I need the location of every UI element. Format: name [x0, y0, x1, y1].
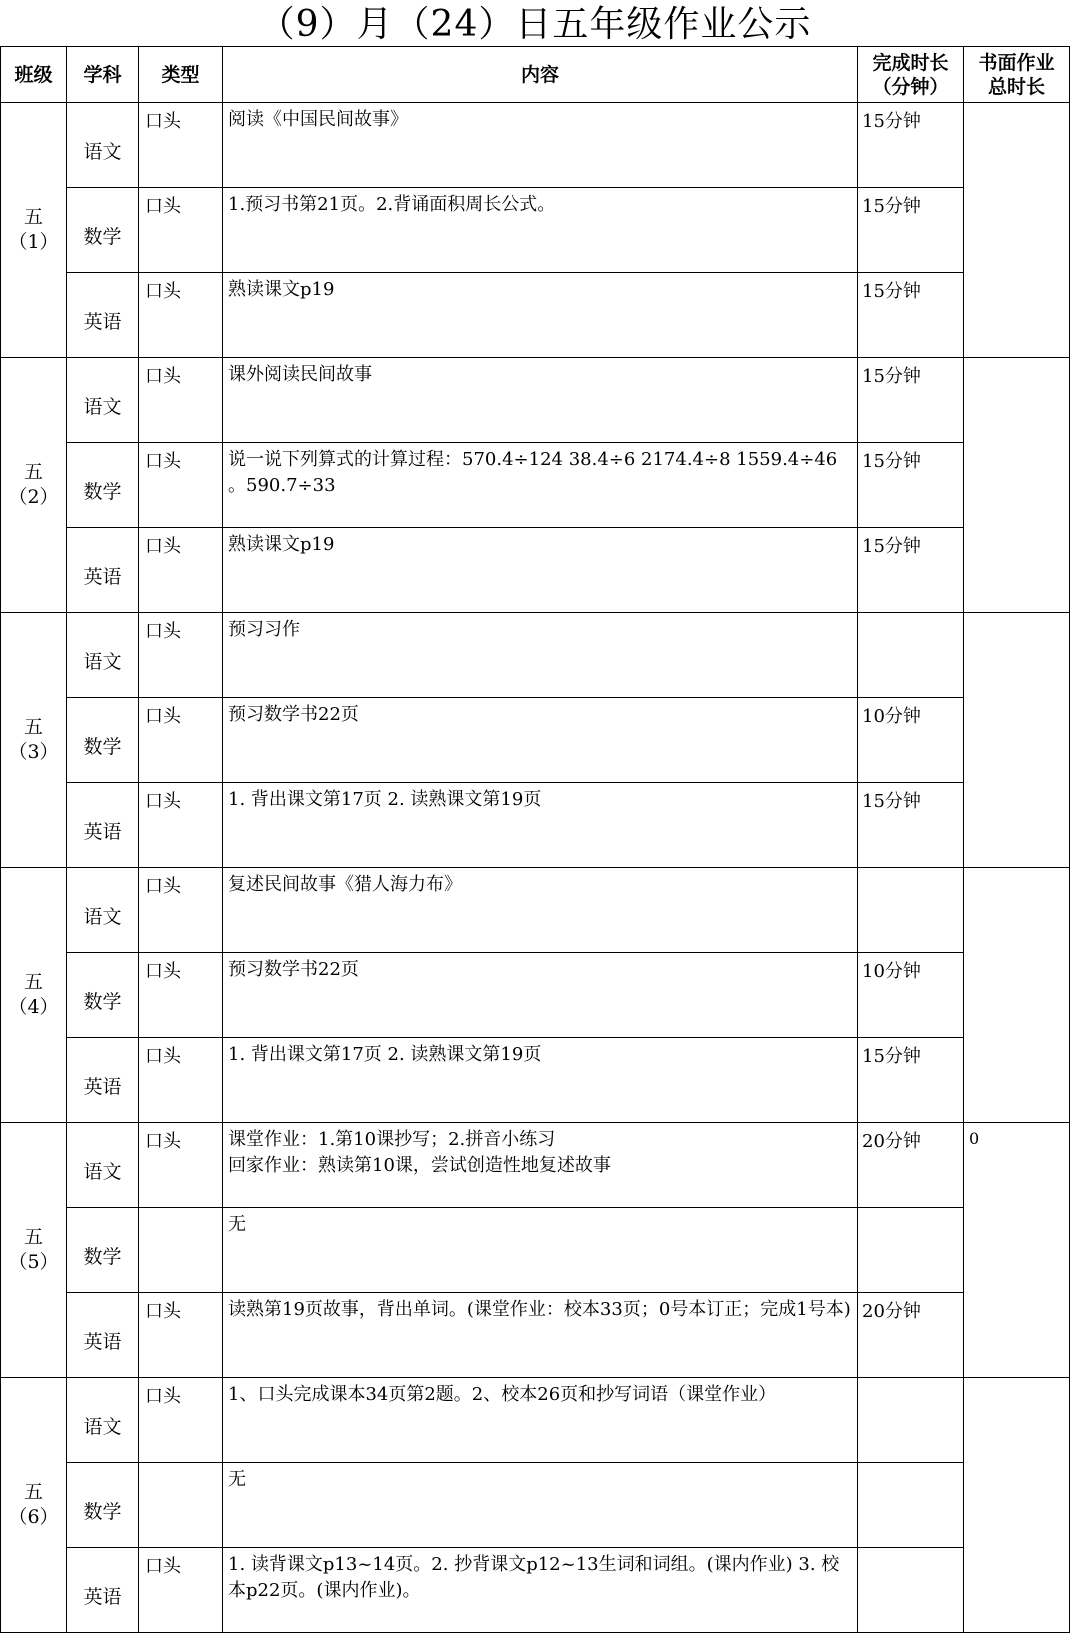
table-row — [1, 1548, 1070, 1633]
class-name-cell: 五 （2） — [1, 358, 67, 613]
time-cell: 20分钟 — [858, 1123, 964, 1208]
time-cell — [858, 613, 964, 698]
subject-cell: 英语 — [67, 1293, 139, 1378]
table-row — [1, 1378, 1070, 1463]
subject-cell: 英语 — [67, 528, 139, 613]
time-cell — [858, 868, 964, 953]
homework-table — [0, 46, 1070, 1633]
total-time-cell: 0 — [964, 1123, 1070, 1378]
type-cell: 口头 — [139, 103, 223, 188]
subject-cell: 语文 — [67, 1123, 139, 1208]
content-cell: 说一说下列算式的计算过程：570.4÷124 38.4÷6 2174.4÷8 1559.4÷46 。590.7÷33 — [223, 443, 858, 528]
time-cell: 15分钟 — [858, 783, 964, 868]
content-cell: 预习数学书22页 — [223, 953, 858, 1038]
time-cell: 10分钟 — [858, 698, 964, 783]
type-cell: 口头 — [139, 528, 223, 613]
time-cell: 15分钟 — [858, 443, 964, 528]
content-cell: 1、口头完成课本34页第2题。2、校本26页和抄写词语（课堂作业） — [223, 1378, 858, 1463]
type-cell: 口头 — [139, 358, 223, 443]
time-cell: 15分钟 — [858, 273, 964, 358]
content-cell: 课外阅读民间故事 — [223, 358, 858, 443]
table-row — [1, 188, 1070, 273]
total-time-cell — [964, 1378, 1070, 1633]
table-row — [1, 103, 1070, 188]
type-cell: 口头 — [139, 188, 223, 273]
content-cell: 课堂作业：1.第10课抄写；2.拼音小练习 回家作业：熟读第10课，尝试创造性地复述故事 — [223, 1123, 858, 1208]
subject-cell: 英语 — [67, 783, 139, 868]
type-cell: 口头 — [139, 868, 223, 953]
content-cell: 熟读课文p19 — [223, 273, 858, 358]
type-cell: 口头 — [139, 1123, 223, 1208]
table-row — [1, 783, 1070, 868]
table-row — [1, 953, 1070, 1038]
content-cell: 预习数学书22页 — [223, 698, 858, 783]
subject-cell: 数学 — [67, 698, 139, 783]
subject-cell: 语文 — [67, 1378, 139, 1463]
content-cell: 熟读课文p19 — [223, 528, 858, 613]
type-cell: 口头 — [139, 1038, 223, 1123]
subject-cell: 数学 — [67, 953, 139, 1038]
time-cell: 15分钟 — [858, 188, 964, 273]
type-cell — [139, 1208, 223, 1293]
header-class: 班级 — [1, 47, 67, 103]
type-cell: 口头 — [139, 1548, 223, 1633]
type-cell: 口头 — [139, 613, 223, 698]
total-time-cell — [964, 358, 1070, 613]
time-cell: 10分钟 — [858, 953, 964, 1038]
table-row — [1, 273, 1070, 358]
table-row — [1, 1123, 1070, 1208]
subject-cell: 英语 — [67, 1548, 139, 1633]
content-cell: 复述民间故事《猎人海力布》 — [223, 868, 858, 953]
content-cell: 无 — [223, 1463, 858, 1548]
table-row — [1, 1208, 1070, 1293]
table-row — [1, 1293, 1070, 1378]
subject-cell: 数学 — [67, 188, 139, 273]
type-cell — [139, 1463, 223, 1548]
subject-cell: 英语 — [67, 1038, 139, 1123]
header-row — [1, 47, 1070, 103]
type-cell: 口头 — [139, 953, 223, 1038]
table-row — [1, 1038, 1070, 1123]
table-row — [1, 868, 1070, 953]
content-cell: 1.预习书第21页。2.背诵面积周长公式。 — [223, 188, 858, 273]
time-cell — [858, 1548, 964, 1633]
subject-cell: 英语 — [67, 273, 139, 358]
class-name-cell: 五 （3） — [1, 613, 67, 868]
content-cell: 阅读《中国民间故事》 — [223, 103, 858, 188]
table-row — [1, 528, 1070, 613]
class-name-cell: 五 （1） — [1, 103, 67, 358]
type-cell: 口头 — [139, 1378, 223, 1463]
time-cell — [858, 1208, 964, 1293]
content-cell: 1. 读背课文p13~14页。2. 抄背课文p12~13生词和词组。(课内作业) 3. 校本p22页。(课内作业)。 — [223, 1548, 858, 1633]
class-name-cell: 五 （4） — [1, 868, 67, 1123]
table-row — [1, 698, 1070, 783]
subject-cell: 语文 — [67, 358, 139, 443]
table-row — [1, 443, 1070, 528]
time-cell: 15分钟 — [858, 358, 964, 443]
class-name-cell: 五 （5） — [1, 1123, 67, 1378]
time-cell — [858, 1463, 964, 1548]
content-cell: 1. 背出课文第17页 2. 读熟课文第19页 — [223, 1038, 858, 1123]
table-row — [1, 1463, 1070, 1548]
table-row — [1, 613, 1070, 698]
time-cell: 20分钟 — [858, 1293, 964, 1378]
content-cell: 读熟第19页故事，背出单词。(课堂作业：校本33页；0号本订正；完成1号本) — [223, 1293, 858, 1378]
type-cell: 口头 — [139, 698, 223, 783]
content-cell: 1. 背出课文第17页 2. 读熟课文第19页 — [223, 783, 858, 868]
time-cell — [858, 1378, 964, 1463]
subject-cell: 数学 — [67, 443, 139, 528]
subject-cell: 语文 — [67, 613, 139, 698]
subject-cell: 语文 — [67, 868, 139, 953]
time-cell: 15分钟 — [858, 528, 964, 613]
total-time-cell — [964, 103, 1070, 358]
header-subject: 学科 — [67, 47, 139, 103]
type-cell: 口头 — [139, 1293, 223, 1378]
total-time-cell — [964, 868, 1070, 1123]
subject-cell: 语文 — [67, 103, 139, 188]
content-cell: 预习习作 — [223, 613, 858, 698]
table-row — [1, 358, 1070, 443]
header-total: 书面作业 总时长 — [964, 47, 1070, 103]
type-cell: 口头 — [139, 443, 223, 528]
header-content: 内容 — [223, 47, 858, 103]
subject-cell: 数学 — [67, 1463, 139, 1548]
subject-cell: 数学 — [67, 1208, 139, 1293]
page-title: （9）月（24）日五年级作业公示 — [258, 4, 812, 45]
header-type: 类型 — [139, 47, 223, 103]
type-cell: 口头 — [139, 783, 223, 868]
header-time: 完成时长 （分钟） — [858, 47, 964, 103]
class-name-cell: 五 （6） — [1, 1378, 67, 1633]
type-cell: 口头 — [139, 273, 223, 358]
total-time-cell — [964, 613, 1070, 868]
time-cell: 15分钟 — [858, 103, 964, 188]
time-cell: 15分钟 — [858, 1038, 964, 1123]
content-cell: 无 — [223, 1208, 858, 1293]
